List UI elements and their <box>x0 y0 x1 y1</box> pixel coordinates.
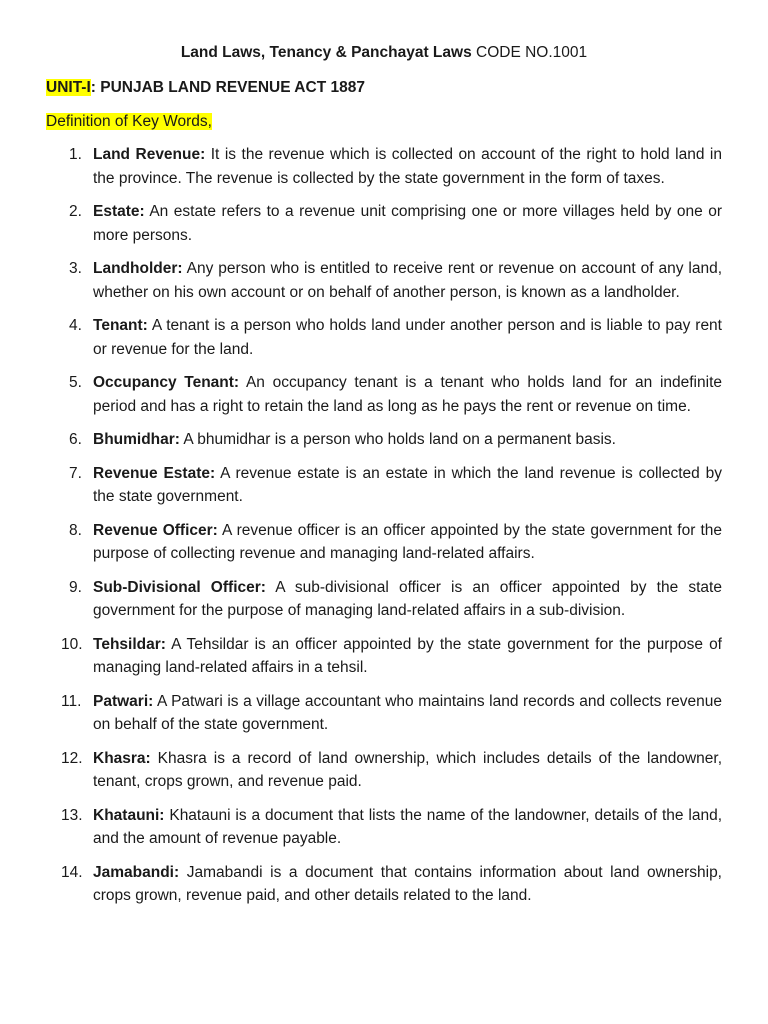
item-definition: Any person who is entitled to receive rent or revenue on account of any land, whether on his own account or on behalf of another person, is known as a landholder. <box>93 260 722 301</box>
item-definition: A Tehsildar is an officer appointed by the state government for the purpose of managing land-related affairs in a tehsil. <box>93 635 722 676</box>
list-item <box>0 462 768 509</box>
item-term: Tehsildar: <box>93 635 166 653</box>
item-number: 3. <box>69 260 82 277</box>
item-definition: An estate refers to a revenue unit comprising one or more villages held by one or more persons. <box>93 203 722 244</box>
item-definition: Khatauni is a document that lists the name of the landowner, details of the land, and the amount of revenue payable. <box>93 806 722 847</box>
title-bold: Land Laws, Tenancy & Panchayat Laws <box>180 44 472 61</box>
item-term: Patwari: <box>93 692 154 710</box>
item-term: Landholder: <box>93 260 183 277</box>
item-term: Khatauni: <box>93 806 165 824</box>
item-term: Occupancy Tenant: <box>93 374 240 391</box>
list-item <box>0 428 768 452</box>
item-number: 4. <box>69 317 82 334</box>
item-definition: A Patwari is a village accountant who maintains land records and collects revenue on behalf of the state government. <box>93 692 722 733</box>
item-term: Khasra: <box>93 749 151 767</box>
item-definition: A revenue estate is an estate in which the land revenue is collected by the state government. <box>93 464 722 505</box>
section-heading <box>46 113 212 131</box>
unit-heading <box>46 79 365 97</box>
item-definition: A bhumidhar is a person who holds land on a permanent basis. <box>179 431 616 448</box>
item-term: Land Revenue: <box>93 146 206 163</box>
list-item <box>0 257 768 304</box>
item-definition: Jamabandi is a document that contains information about land ownership, crops grown, revenue paid, and other details related to the land. <box>93 863 722 904</box>
item-number: 9. <box>69 578 82 596</box>
item-term: Revenue Officer: <box>93 521 218 539</box>
list-item <box>0 633 768 680</box>
list-item <box>0 576 768 623</box>
item-definition: An occupancy tenant is a tenant who holds land for an indefinite period and has a right to retain the land as long as he pays the rent or revenue on time. <box>93 374 722 415</box>
item-number: 11. <box>61 692 82 710</box>
list-item <box>0 200 768 247</box>
section-heading-text: Definition of Key Words, <box>46 113 212 130</box>
list-item <box>0 690 768 737</box>
list-item <box>0 143 768 190</box>
unit-title: : PUNJAB LAND REVENUE ACT 1887 <box>90 79 365 96</box>
page-title <box>0 44 768 62</box>
unit-label: UNIT-I <box>46 79 91 96</box>
item-number: 10. <box>61 635 83 653</box>
item-definition: A tenant is a person who holds land under another person and is liable to pay rent or revenue for the land. <box>93 317 722 358</box>
item-definition: A sub-divisional officer is an officer appointed by the state government for the purpose of managing land-related affairs in a sub-division. <box>93 578 722 619</box>
definitions-list <box>0 143 768 918</box>
item-number: 5. <box>69 374 82 391</box>
item-term: Estate: <box>93 203 145 220</box>
item-number: 1. <box>69 146 82 163</box>
item-number: 8. <box>69 521 82 539</box>
item-term: Tenant: <box>93 317 148 334</box>
list-item <box>0 519 768 566</box>
list-item <box>0 314 768 361</box>
item-term: Jamabandi: <box>93 863 180 881</box>
item-number: 12. <box>61 749 83 767</box>
list-item <box>0 861 768 908</box>
item-term: Sub-Divisional Officer: <box>93 578 266 596</box>
list-item <box>0 804 768 851</box>
item-definition: It is the revenue which is collected on account of the right to hold land in the province. The revenue is collected by the state government in the form of taxes. <box>93 146 722 187</box>
item-number: 6. <box>69 431 82 448</box>
item-number: 2. <box>69 203 82 220</box>
list-item <box>0 371 768 418</box>
item-number: 13. <box>61 806 83 824</box>
list-item <box>0 747 768 794</box>
item-definition: Khasra is a record of land ownership, which includes details of the landowner, tenant, crops grown, and revenue paid. <box>93 749 722 790</box>
item-number: 14. <box>61 863 83 881</box>
item-number: 7. <box>69 464 82 482</box>
item-term: Bhumidhar: <box>93 431 180 448</box>
item-term: Revenue Estate: <box>93 464 216 482</box>
item-definition: A revenue officer is an officer appointed by the state government for the purpose of collecting revenue and managing land-related affairs. <box>93 521 722 562</box>
title-code: CODE NO.1001 <box>476 44 588 61</box>
